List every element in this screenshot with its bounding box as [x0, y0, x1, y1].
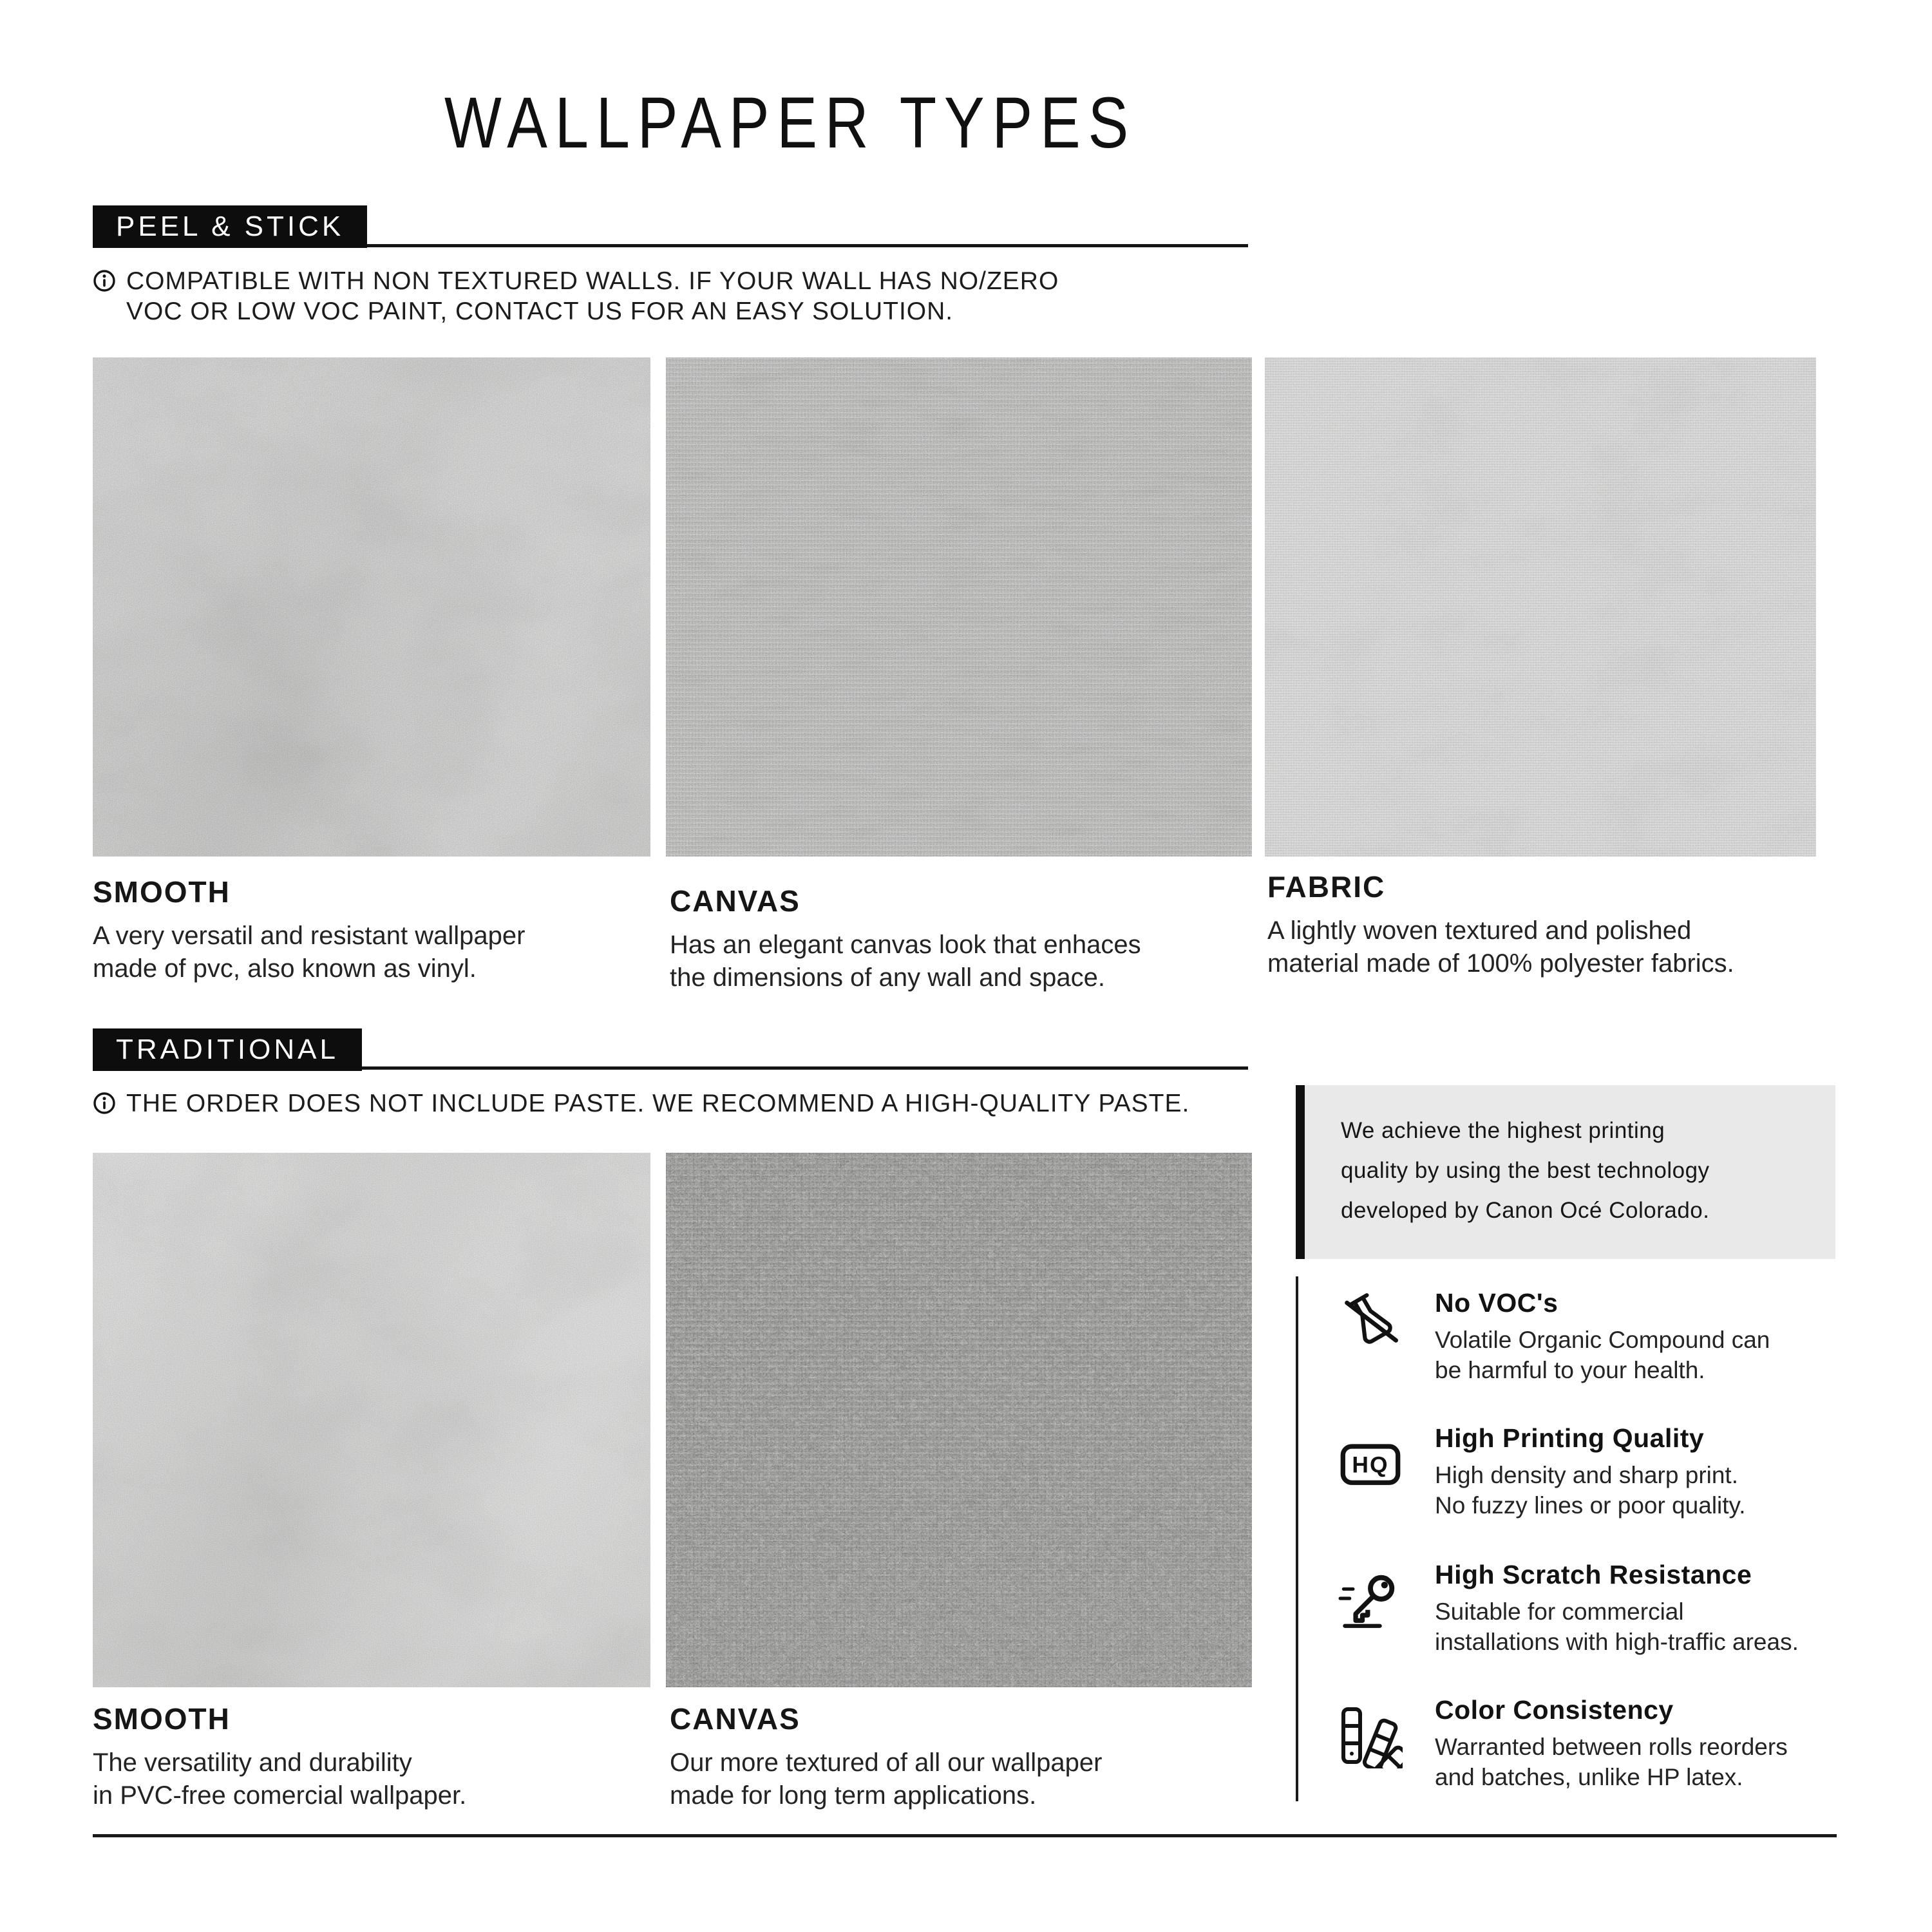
section-label-peel-stick: PEEL & STICK	[93, 205, 367, 248]
feature-title: Color Consistency	[1435, 1695, 1674, 1725]
desc-line: installations with high-traffic areas.	[1435, 1629, 1799, 1655]
texture-name: SMOOTH	[93, 1702, 231, 1736]
texture-noise	[666, 1153, 1252, 1687]
desc-line: Our more textured of all our wallpaper	[670, 1748, 1103, 1777]
texture-noise	[666, 357, 1252, 857]
caption-peel-stick-fabric	[1267, 869, 1821, 980]
feature-title: High Printing Quality	[1435, 1423, 1705, 1453]
texture-noise	[1265, 357, 1816, 857]
texture-name: FABRIC	[1267, 870, 1386, 904]
desc-line: Has an elegant canvas look that enhaces	[670, 931, 1141, 959]
desc-line: The versatility and durability	[93, 1748, 412, 1777]
feature-high-printing-quality	[1435, 1423, 1853, 1520]
feature-description	[1435, 1732, 1853, 1792]
texture-name: CANVAS	[670, 884, 800, 918]
texture-description	[670, 929, 1224, 994]
rough-canvas-texture-sample	[666, 1153, 1252, 1687]
note-line: THE ORDER DOES NOT INCLUDE PASTE. WE RECOMMEND A HIGH-QUALITY PASTE.	[126, 1090, 1190, 1117]
desc-line: made for long term applications.	[670, 1781, 1037, 1810]
quality-box-accent-bar	[1296, 1085, 1305, 1259]
note-line: VOC OR LOW VOC PAINT, CONTACT US FOR AN EASY SOLUTION.	[126, 298, 954, 325]
info-icon	[93, 1092, 116, 1118]
feature-title: High Scratch Resistance	[1435, 1560, 1752, 1589]
desc-line: made of pvc, also known as vinyl.	[93, 954, 477, 983]
peel-stick-note-text	[126, 266, 1059, 327]
feature-no-voc	[1435, 1288, 1853, 1385]
texture-description	[1267, 914, 1821, 980]
feature-title: No VOC's	[1435, 1288, 1558, 1318]
desc-line: and batches, unlike HP latex.	[1435, 1764, 1743, 1790]
page-title: WALLPAPER TYPES	[444, 82, 1136, 163]
section-label-traditional: TRADITIONAL	[93, 1028, 362, 1071]
texture-name: CANVAS	[670, 1702, 800, 1736]
desc-line: Suitable for commercial	[1435, 1598, 1684, 1625]
desc-line: the dimensions of any wall and space.	[670, 963, 1105, 992]
features-divider-line	[1296, 1276, 1298, 1801]
color-swatches-icon	[1338, 1704, 1403, 1768]
desc-line: material made of 100% polyester fabrics.	[1267, 949, 1734, 978]
feature-high-scratch-resistance	[1435, 1560, 1853, 1657]
caption-peel-stick-canvas	[670, 884, 1224, 994]
peel-stick-note	[93, 266, 1059, 327]
traditional-note-text	[126, 1088, 1189, 1119]
svg-text:HQ: HQ	[1352, 1452, 1389, 1478]
quality-line: quality by using the best technology	[1341, 1158, 1710, 1183]
hq-badge-icon	[1338, 1431, 1403, 1495]
desc-line: in PVC-free comercial wallpaper.	[93, 1781, 467, 1810]
printing-quality-box	[1305, 1085, 1835, 1259]
texture-description	[93, 920, 647, 985]
desc-line: Volatile Organic Compound can	[1435, 1327, 1770, 1353]
desc-line: No fuzzy lines or poor quality.	[1435, 1492, 1746, 1519]
quality-line: developed by Canon Océ Colorado.	[1341, 1198, 1710, 1223]
traditional-note	[93, 1088, 1189, 1119]
feature-description	[1435, 1460, 1853, 1520]
smooth-texture-sample	[93, 357, 650, 857]
fabric-texture-sample	[1265, 357, 1816, 857]
texture-name: SMOOTH	[93, 875, 231, 909]
footer-rule	[93, 1834, 1837, 1837]
texture-noise	[93, 357, 650, 857]
canvas-texture-sample	[666, 357, 1252, 857]
texture-noise	[93, 1153, 650, 1687]
quality-line: We achieve the highest printing	[1341, 1118, 1665, 1143]
desc-line: A lightly woven textured and polished	[1267, 916, 1692, 945]
info-icon	[93, 269, 116, 296]
feature-description	[1435, 1596, 1853, 1657]
caption-peel-stick-smooth	[93, 875, 647, 985]
desc-line: High density and sharp print.	[1435, 1462, 1738, 1488]
feature-color-consistency	[1435, 1695, 1853, 1792]
texture-description	[93, 1747, 647, 1812]
smooth-texture-sample	[93, 1153, 650, 1687]
desc-line: Warranted between rolls reorders	[1435, 1734, 1788, 1760]
key-scratch-icon	[1338, 1566, 1403, 1631]
caption-traditional-canvas	[670, 1701, 1224, 1812]
desc-line: A very versatil and resistant wallpaper	[93, 922, 526, 950]
desc-line: be harmful to your health.	[1435, 1357, 1705, 1383]
feature-description	[1435, 1325, 1853, 1385]
texture-description	[670, 1747, 1224, 1812]
caption-traditional-smooth	[93, 1701, 647, 1812]
note-line: COMPATIBLE WITH NON TEXTURED WALLS. IF YOUR WALL HAS NO/ZERO	[126, 267, 1059, 295]
no-voc-icon	[1338, 1287, 1403, 1351]
